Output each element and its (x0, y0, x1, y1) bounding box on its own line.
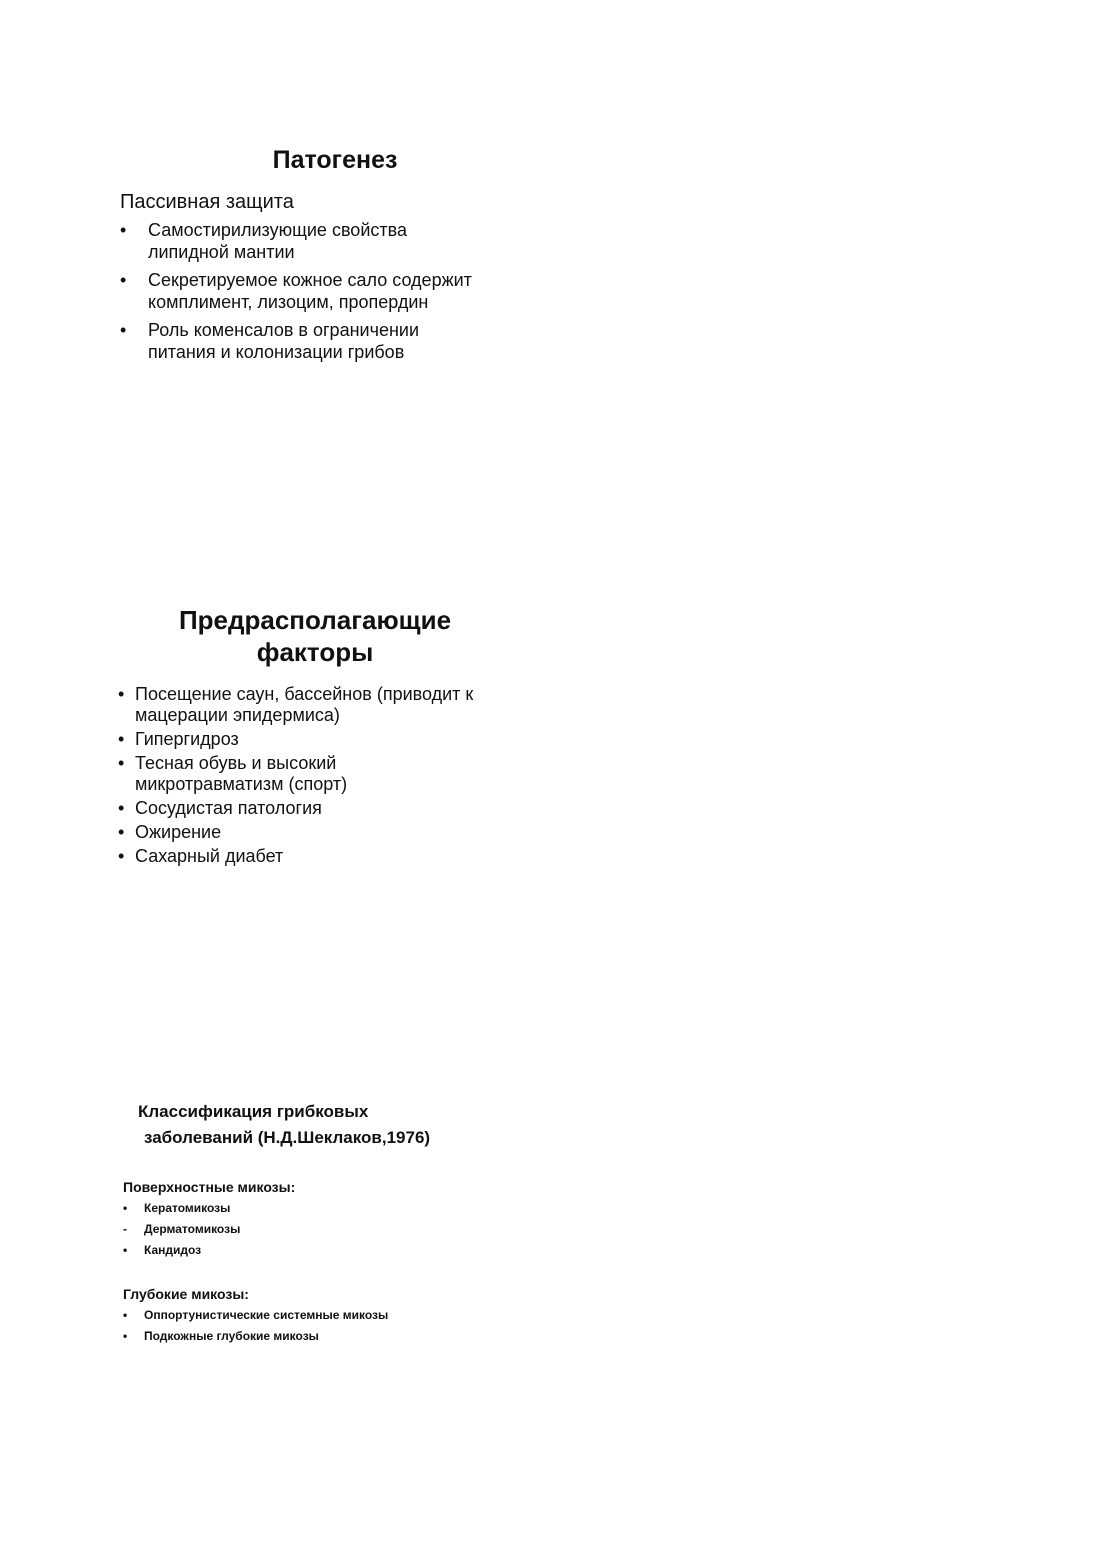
list-item-text: Дерматомикозы (144, 1222, 241, 1236)
bullet-icon: • (120, 270, 127, 290)
bullet-icon: • (123, 1243, 128, 1257)
classification-title-line: заболеваний (Н.Д.Шеклаков,1976) (144, 1128, 431, 1147)
list-item-text: Кератомикозы (144, 1201, 231, 1215)
list-item-line: Сосудистая патология (135, 798, 322, 818)
bullet-icon: • (118, 798, 125, 818)
superficial-mycoses-list (123, 1198, 543, 1261)
pathogenesis-list (120, 219, 520, 369)
list-item-text: Оппортунистические системные микозы (144, 1308, 389, 1322)
bullet-icon: • (118, 729, 125, 749)
superficial-mycoses-heading: Поверхностные микозы: (123, 1179, 296, 1195)
pathogenesis-subtitle: Пассивная защита (120, 191, 294, 213)
list-item (118, 729, 518, 750)
deep-mycoses-list (123, 1305, 543, 1347)
predisposing-title-line: Предрасполагающие (178, 605, 452, 635)
list-item-line: Роль коменсалов в ограничении (148, 320, 420, 340)
list-item-text: Кандидоз (144, 1243, 202, 1257)
list-item-line: Секретируемое кожное сало содержит (148, 270, 472, 290)
list-item-line: Гипергидроз (135, 729, 239, 749)
list-item-line: микротравматизм (спорт) (135, 774, 348, 794)
list-item-line: Тесная обувь и высокий (135, 753, 337, 773)
list-item-line: Посещение саун, бассейнов (приводит к (135, 684, 474, 704)
list-item (118, 798, 518, 819)
pathogenesis-title: Патогенез (272, 146, 398, 174)
predisposing-title (110, 604, 520, 668)
list-item (120, 219, 520, 263)
bullet-icon: • (120, 220, 127, 240)
dash-icon: - (123, 1222, 127, 1236)
list-item (123, 1240, 543, 1261)
list-item-line: комплимент, лизоцим, пропердин (148, 292, 429, 312)
bullet-icon: • (118, 822, 125, 842)
list-item (123, 1219, 543, 1240)
bullet-icon: • (123, 1201, 128, 1215)
bullet-icon: • (118, 684, 125, 704)
classification-title-line: Классификация грибковых (138, 1102, 369, 1121)
deep-mycoses-group (123, 1283, 543, 1347)
list-item (120, 319, 520, 363)
bullet-icon: • (118, 846, 125, 866)
predisposing-title-line: факторы (256, 637, 374, 667)
list-item-text: Подкожные глубокие микозы (144, 1329, 319, 1343)
list-item-line: питания и колонизации грибов (148, 342, 405, 362)
list-item (120, 269, 520, 313)
bullet-icon: • (120, 320, 127, 340)
deep-mycoses-heading: Глубокие микозы: (123, 1286, 249, 1302)
superficial-mycoses-group (123, 1176, 543, 1261)
list-item-line: Сахарный диабет (135, 846, 284, 866)
list-item-line: липидной мантии (148, 242, 295, 262)
list-item (118, 684, 518, 726)
list-item (118, 846, 518, 867)
list-item (118, 753, 518, 795)
list-item (123, 1198, 543, 1219)
list-item-line: Самостирилизующие свойства (148, 220, 407, 240)
bullet-icon: • (123, 1329, 128, 1343)
list-item (118, 822, 518, 843)
bullet-icon: • (123, 1308, 128, 1322)
list-item (123, 1305, 543, 1326)
list-item-line: Ожирение (135, 822, 222, 842)
list-item-line: мацерации эпидермиса) (135, 705, 340, 725)
list-item (123, 1326, 543, 1347)
classification-title (138, 1099, 558, 1151)
bullet-icon: • (118, 753, 125, 773)
predisposing-list (118, 684, 518, 870)
